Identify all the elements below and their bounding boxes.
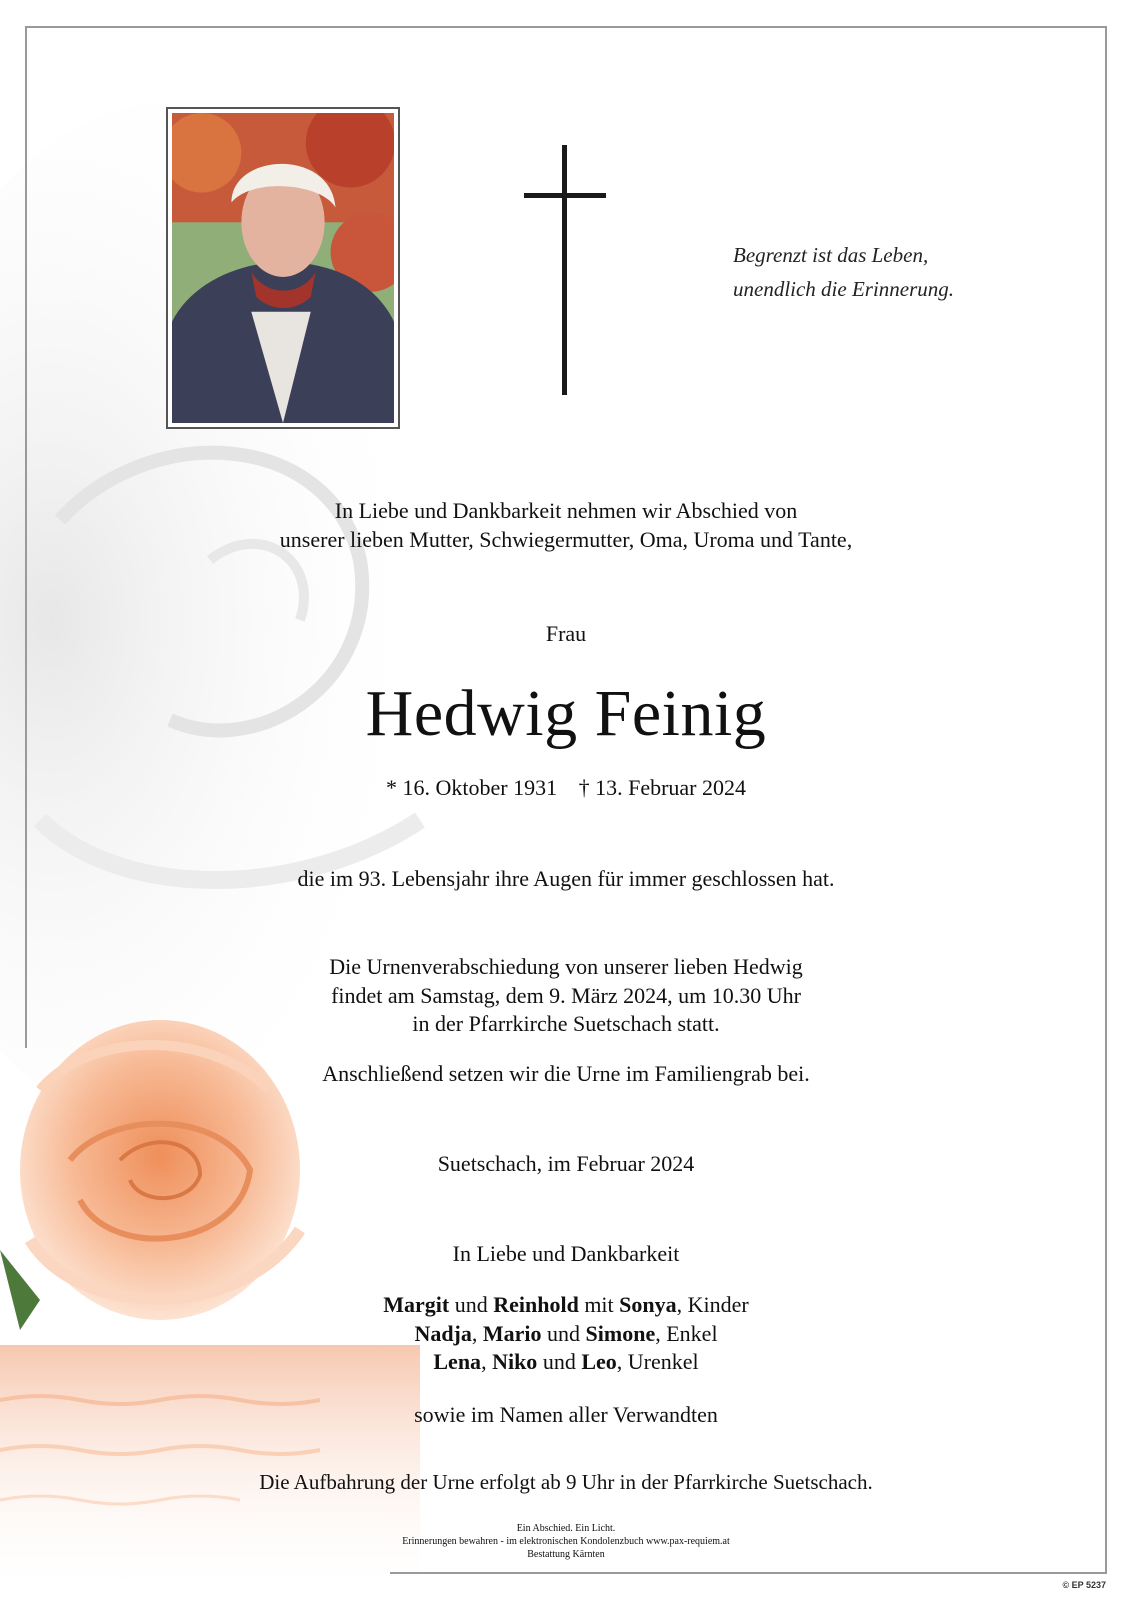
viewing-text: Die Aufbahrung der Urne erfolgt ab 9 Uhr in der Pfarrkirche Suetschach.: [259, 1470, 873, 1494]
family-connector: und: [547, 1320, 581, 1346]
salutation: Frau: [545, 621, 587, 646]
family-name: Niko: [492, 1349, 538, 1374]
footer-line-3: Bestattung Kärnten: [527, 1549, 605, 1560]
family-role: , Urenkel: [616, 1349, 699, 1374]
burial-text: Anschließend setzen wir die Urne im Familiengrab bei.: [322, 1061, 810, 1086]
cross-symbol: [524, 145, 606, 395]
quote-line-2: unendlich die Erinnerung.: [733, 277, 955, 301]
ceremony-text: [0, 953, 1132, 1039]
family-list: [0, 1291, 1132, 1377]
family-connector: ,: [481, 1349, 487, 1374]
footer-line-2: Erinnerungen bewahren - im elektronischen Kondolenzbuch www.pax-requiem.at: [402, 1536, 730, 1547]
death-date: † 13. Februar 2024: [578, 775, 746, 800]
family-name: Sonya: [619, 1292, 677, 1317]
family-role: , Kinder: [676, 1292, 749, 1317]
closing-text: In Liebe und Dankbarkeit: [452, 1241, 680, 1266]
family-row-great-grandchildren: [0, 1348, 1132, 1377]
family-connector: ,: [471, 1320, 478, 1346]
family-role: , Enkel: [655, 1320, 718, 1346]
family-connector: und: [542, 1349, 576, 1374]
portrait-photo: [166, 107, 400, 429]
family-name: Margit: [383, 1292, 450, 1317]
ceremony-line-1: Die Urnenverabschiedung von unserer lieben Hedwig: [329, 954, 803, 979]
footer-line-1: Ein Abschied. Ein Licht.: [516, 1523, 616, 1534]
deceased-name: Hedwig Feinig: [365, 677, 767, 750]
relatives-text: sowie im Namen aller Verwandten: [414, 1402, 718, 1427]
family-name: Nadja: [414, 1320, 472, 1346]
age-line: die im 93. Lebensjahr ihre Augen für immer geschlossen hat.: [297, 866, 835, 891]
family-row-children: [0, 1291, 1132, 1320]
footer: [0, 1522, 1132, 1561]
family-name: Leo: [581, 1349, 617, 1374]
place-date: Suetschach, im Februar 2024: [437, 1151, 695, 1176]
family-name: Reinhold: [493, 1292, 579, 1317]
frame-bottom-line: [390, 1572, 1107, 1574]
print-code: © EP 5237: [1062, 1580, 1106, 1590]
birth-date: * 16. Oktober 1931: [385, 775, 558, 800]
family-name: Mario: [482, 1320, 542, 1346]
family-connector: und: [454, 1292, 488, 1317]
ceremony-line-3: in der Pfarrkirche Suetschach statt.: [412, 1011, 720, 1036]
intro-line-2: unserer lieben Mutter, Schwiegermutter, Oma, Uroma und Tante,: [279, 526, 853, 552]
family-name: Simone: [585, 1320, 656, 1346]
intro-text: [0, 497, 1132, 554]
life-dates: [0, 774, 1132, 803]
quote-line-1: Begrenzt ist das Leben,: [733, 243, 929, 267]
family-connector: mit: [584, 1292, 614, 1317]
ceremony-line-2: findet am Samstag, dem 9. März 2024, um 10.30 Uhr: [331, 982, 801, 1008]
family-row-grandchildren: [0, 1320, 1132, 1349]
memorial-quote: [733, 238, 1033, 306]
intro-line-1: In Liebe und Dankbarkeit nehmen wir Abschied von: [334, 498, 798, 523]
family-name: Lena: [433, 1349, 482, 1374]
frame-top-line: [25, 26, 1107, 28]
